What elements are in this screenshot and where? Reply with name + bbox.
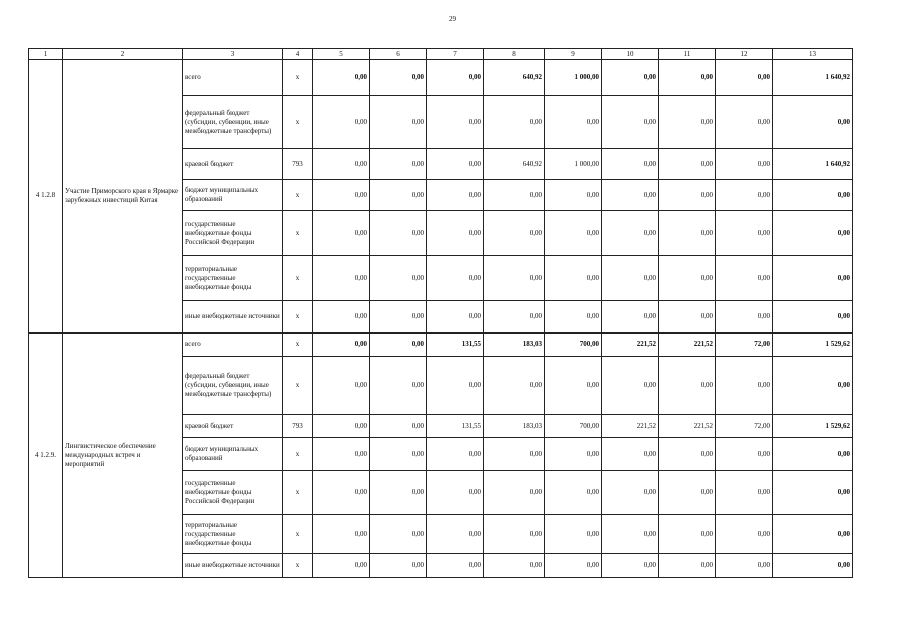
table-row [29,60,853,96]
value-cell: 0,00 [545,211,602,256]
funding-source: государственные внебюджетные фонды Российской Федерации [183,471,283,515]
value-cell: 0,00 [313,60,370,96]
header-cell: 13 [773,49,853,60]
value-cell: 0,00 [313,333,370,357]
value-cell: 183,03 [484,415,545,438]
budget-table [28,48,853,578]
value-cell: 0,00 [313,415,370,438]
budget-code: x [283,301,313,333]
value-cell: 0,00 [313,180,370,211]
value-cell: 0,00 [427,211,484,256]
budget-code: x [283,60,313,96]
header-cell: 8 [484,49,545,60]
value-cell: 0,00 [545,471,602,515]
value-cell: 0,00 [602,471,659,515]
funding-source: территориальные государственные внебюджетные фонды [183,256,283,301]
value-cell: 0,00 [545,438,602,471]
value-cell: 0,00 [313,471,370,515]
funding-source: государственные внебюджетные фонды Российской Федерации [183,211,283,256]
value-cell: 0,00 [427,301,484,333]
value-cell: 0,00 [484,180,545,211]
value-cell: 72,00 [716,415,773,438]
value-cell: 0,00 [370,180,427,211]
value-cell: 0,00 [716,96,773,149]
value-cell: 183,03 [484,333,545,357]
funding-source: территориальные государственные внебюджетные фонды [183,515,283,554]
value-cell: 0,00 [659,96,716,149]
value-cell: 0,00 [716,471,773,515]
value-cell: 0,00 [545,256,602,301]
value-cell: 0,00 [313,357,370,415]
value-cell: 0,00 [659,471,716,515]
value-cell: 0,00 [602,211,659,256]
value-cell: 0,00 [602,515,659,554]
item-name: Лингвистическое обеспечение международных встреч и мероприятий [63,333,183,578]
budget-code: x [283,471,313,515]
value-cell: 0,00 [370,438,427,471]
value-cell: 0,00 [370,211,427,256]
value-cell: 0,00 [484,471,545,515]
funding-source: федеральный бюджет (субсидии, субвенции, иные межбюджетные трансферты) [183,357,283,415]
value-cell: 0,00 [716,211,773,256]
value-cell: 0,00 [370,515,427,554]
value-cell: 0,00 [370,96,427,149]
value-cell: 0,00 [484,96,545,149]
total-cell: 0,00 [773,438,853,471]
funding-source: всего [183,60,283,96]
value-cell: 0,00 [427,515,484,554]
budget-code: x [283,438,313,471]
funding-source: краевой бюджет [183,415,283,438]
value-cell: 0,00 [602,60,659,96]
funding-source: иные внебюджетные источники [183,301,283,333]
value-cell: 0,00 [427,438,484,471]
item-name: Участие Приморского края в Ярмарке зарубежных инвестиций Китая [63,60,183,333]
total-cell: 0,00 [773,515,853,554]
value-cell: 0,00 [313,256,370,301]
value-cell: 221,52 [602,415,659,438]
budget-code: x [283,96,313,149]
value-cell: 0,00 [427,471,484,515]
header-cell: 9 [545,49,602,60]
value-cell: 1 000,00 [545,60,602,96]
value-cell: 0,00 [545,180,602,211]
header-cell: 1 [29,49,63,60]
header-cell: 5 [313,49,370,60]
value-cell: 0,00 [313,515,370,554]
value-cell: 700,00 [545,415,602,438]
funding-source: иные внебюджетные источники [183,554,283,578]
value-cell: 0,00 [602,149,659,180]
value-cell: 0,00 [659,438,716,471]
value-cell: 0,00 [370,149,427,180]
value-cell: 131,55 [427,333,484,357]
value-cell: 0,00 [659,180,716,211]
budget-code: 793 [283,149,313,180]
value-cell: 131,55 [427,415,484,438]
value-cell: 0,00 [484,301,545,333]
header-cell: 2 [63,49,183,60]
header-cell: 7 [427,49,484,60]
page-number: 29 [449,15,456,23]
total-cell: 0,00 [773,301,853,333]
total-cell: 0,00 [773,471,853,515]
funding-source: федеральный бюджет (субсидии, субвенции, иные межбюджетные трансферты) [183,96,283,149]
value-cell: 0,00 [370,357,427,415]
value-cell: 700,00 [545,333,602,357]
total-cell: 1 640,92 [773,149,853,180]
value-cell: 0,00 [370,333,427,357]
total-cell: 0,00 [773,180,853,211]
value-cell: 0,00 [427,256,484,301]
value-cell: 0,00 [659,515,716,554]
value-cell: 0,00 [313,96,370,149]
funding-source: бюджет муниципальных образований [183,438,283,471]
funding-source: краевой бюджет [183,149,283,180]
total-cell: 1 529,62 [773,333,853,357]
budget-code: x [283,256,313,301]
value-cell: 0,00 [659,554,716,578]
value-cell: 0,00 [716,60,773,96]
funding-source: бюджет муниципальных образований [183,180,283,211]
value-cell: 0,00 [427,96,484,149]
value-cell: 0,00 [716,256,773,301]
value-cell: 0,00 [716,438,773,471]
value-cell: 0,00 [427,149,484,180]
value-cell: 0,00 [370,256,427,301]
value-cell: 0,00 [427,554,484,578]
value-cell: 0,00 [427,180,484,211]
total-cell: 0,00 [773,357,853,415]
value-cell: 0,00 [370,60,427,96]
value-cell: 0,00 [716,180,773,211]
value-cell: 0,00 [716,149,773,180]
value-cell: 0,00 [602,256,659,301]
value-cell: 0,00 [602,357,659,415]
value-cell: 640,92 [484,149,545,180]
budget-code: x [283,357,313,415]
header-cell: 4 [283,49,313,60]
budget-code: 793 [283,415,313,438]
value-cell: 221,52 [659,333,716,357]
total-cell: 0,00 [773,554,853,578]
value-cell: 0,00 [484,515,545,554]
header-row [29,49,853,60]
value-cell: 0,00 [659,256,716,301]
value-cell: 0,00 [313,554,370,578]
budget-code: x [283,180,313,211]
value-cell: 0,00 [545,515,602,554]
table-body [29,49,853,578]
value-cell: 0,00 [484,554,545,578]
header-cell: 6 [370,49,427,60]
value-cell: 0,00 [370,415,427,438]
header-cell: 11 [659,49,716,60]
value-cell: 0,00 [716,301,773,333]
value-cell: 0,00 [370,301,427,333]
header-cell: 12 [716,49,773,60]
value-cell: 0,00 [313,211,370,256]
header-cell: 3 [183,49,283,60]
value-cell: 0,00 [545,301,602,333]
header-cell: 10 [602,49,659,60]
item-code: 4 1.2.8 [29,60,63,333]
total-cell: 0,00 [773,256,853,301]
value-cell: 0,00 [659,211,716,256]
value-cell: 0,00 [427,357,484,415]
value-cell: 640,92 [484,60,545,96]
total-cell: 1 640,92 [773,60,853,96]
budget-code: x [283,554,313,578]
value-cell: 221,52 [659,415,716,438]
value-cell: 0,00 [716,357,773,415]
value-cell: 0,00 [484,211,545,256]
value-cell: 0,00 [659,60,716,96]
total-cell: 1 529,62 [773,415,853,438]
item-code: 4 1.2.9. [29,333,63,578]
value-cell: 0,00 [545,357,602,415]
value-cell: 0,00 [602,301,659,333]
value-cell: 0,00 [659,301,716,333]
value-cell: 0,00 [370,554,427,578]
value-cell: 0,00 [484,357,545,415]
value-cell: 0,00 [602,438,659,471]
value-cell: 0,00 [602,180,659,211]
value-cell: 0,00 [313,438,370,471]
budget-code: x [283,515,313,554]
value-cell: 0,00 [716,554,773,578]
value-cell: 0,00 [313,301,370,333]
table-row [29,333,853,357]
funding-source: всего [183,333,283,357]
value-cell: 0,00 [545,96,602,149]
total-cell: 0,00 [773,96,853,149]
value-cell: 0,00 [659,357,716,415]
total-cell: 0,00 [773,211,853,256]
value-cell: 1 000,00 [545,149,602,180]
value-cell: 0,00 [659,149,716,180]
value-cell: 0,00 [716,515,773,554]
value-cell: 221,52 [602,333,659,357]
value-cell: 0,00 [484,438,545,471]
value-cell: 72,00 [716,333,773,357]
value-cell: 0,00 [370,471,427,515]
value-cell: 0,00 [313,149,370,180]
value-cell: 0,00 [484,256,545,301]
value-cell: 0,00 [545,554,602,578]
value-cell: 0,00 [427,60,484,96]
value-cell: 0,00 [602,554,659,578]
budget-code: x [283,211,313,256]
value-cell: 0,00 [602,96,659,149]
budget-code: x [283,333,313,357]
